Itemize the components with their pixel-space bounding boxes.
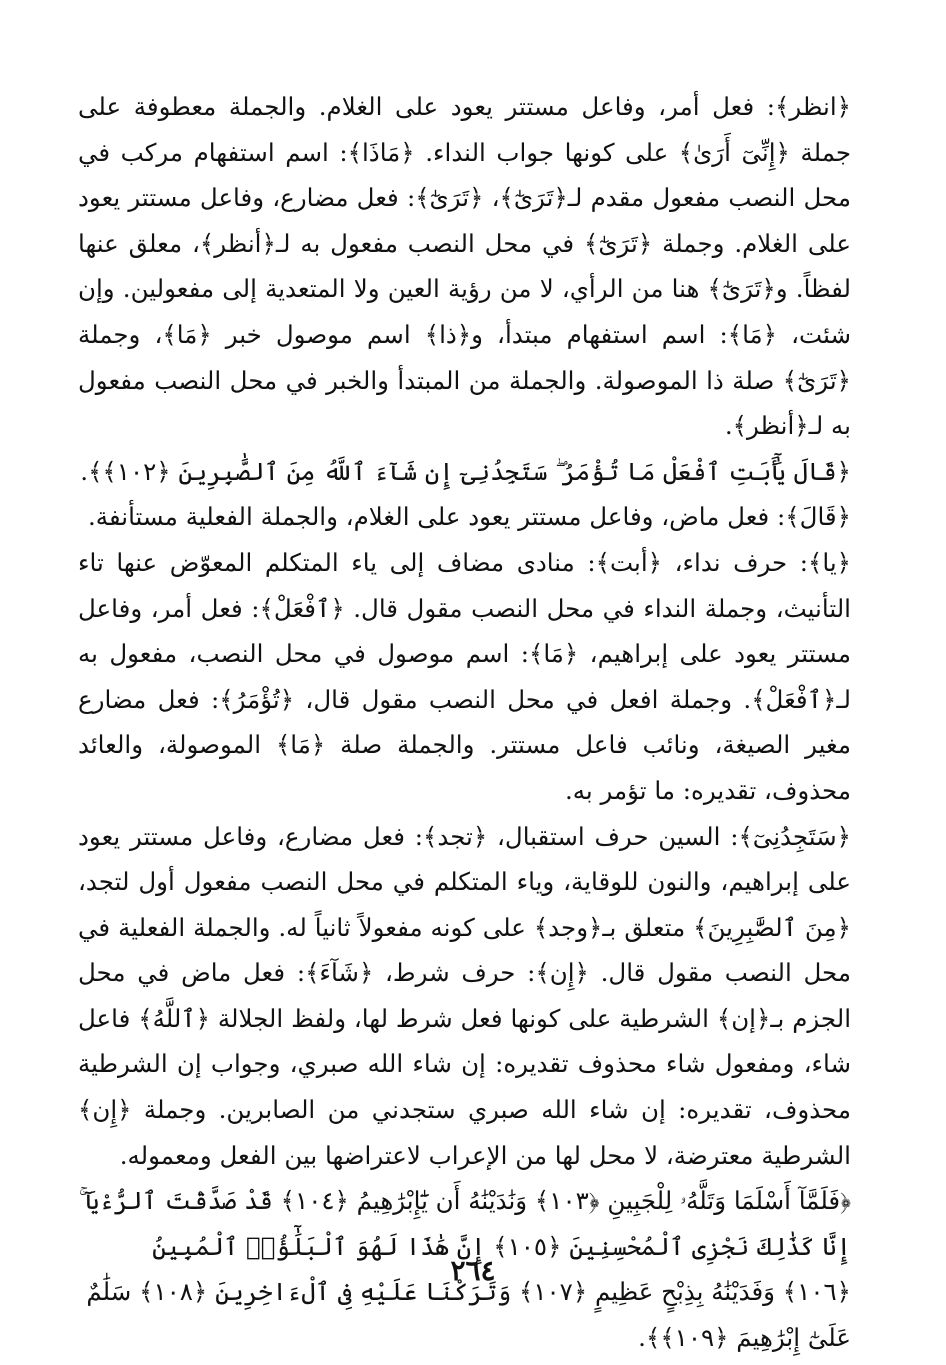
body-text (78, 84, 851, 1361)
commentary-paragraph-2: ﴿قَالَ﴾: فعل ماض، وفاعل مستتر يعود على الغلام، والجملة الفعلية مستأنفة. (87, 502, 851, 532)
commentary-paragraph-3: ﴿يا﴾: حرف نداء، ﴿أبت﴾: منادى مضاف إلى ياء المتكلم المعوّض عنها تاء التأنيث، وجملة النداء في محل النصب مقول قال. ﴿ٱفْعَلْ﴾: فعل أمر، وفاعل مستتر يعود على إبراهيم، ﴿مَا﴾: اسم موصول في محل النصب، مفعول به لـ﴿ٱفْعَلْ﴾. وجملة افعل في محل النصب مقول قال، ﴿تُؤْمَرُ﴾: فعل مضارع مغير الصيغة، ونائب فاعل مستتر. والجملة صلة ﴿مَا﴾ الموصولة، والعائد محذوف، تقديره: ما تؤمر به. (78, 547, 851, 805)
commentary-paragraph-4: ﴿سَتَجِدُنِىٓ﴾: السين حرف استقبال، ﴿تجد﴾: فعل مضارع، وفاعل مستتر يعود على إبراهيم، والنون للوقاية، وياء المتكلم في محل النصب مفعول أول لتجد، ﴿مِنَ ٱلصَّٰبِرِينَ﴾ متعلق بـ﴿وجد﴾ على كونه مفعولاً ثانياً له. والجملة الفعلية في محل النصب مقول قال. ﴿إِن﴾: حرف شرط، ﴿شَآءَ﴾: فعل ماض في محل الجزم بـ﴿إن﴾ الشرطية على كونها فعل شرط لها، ولفظ الجلالة ﴿ٱللَّهُ﴾ فاعل شاء، ومفعول شاء محذوف تقديره: إن شاء الله صبري، وجواب إن الشرطية محذوف، تقديره: إن شاء الله صبري ستجدني من الصابرين. وجملة ﴿إِن﴾ الشرطية معترضة، لا محل لها من الإعراب لاعتراضها بين الفعل ومعموله. (78, 821, 851, 1170)
commentary-paragraph-1: ﴿انظر﴾: فعل أمر، وفاعل مستتر يعود على الغلام. والجملة معطوفة على جملة ﴿إِنِّىٓ أَرَىٰ﴾ على كونها جواب النداء. ﴿مَاذَا﴾: اسم استفهام مركب في محل النصب مفعول مقدم لـ﴿تَرَىٰٓ﴾، ﴿تَرَىٰٓ﴾: فعل مضارع، وفاعل مستتر يعود على الغلام. وجملة ﴿تَرَىٰٓ﴾ في محل النصب مفعول به لـ﴿أنظر﴾، معلق عنها لفظاً. و﴿تَرَىٰٓ﴾ هنا من الرأي، لا من رؤية العين ولا المتعدية إلى مفعولين. وإن شئت، ﴿مَا﴾: اسم استفهام مبتدأ، و﴿ذا﴾ اسم موصول خبر ﴿مَا﴾، وجملة ﴿تَرَىٰٓ﴾ صلة ذا الموصولة. والجملة من المبتدأ والخبر في محل النصب مفعول به لـ﴿أنظر﴾. (78, 92, 851, 441)
page-number: ٢٦٤ (450, 1254, 496, 1287)
quran-verse-102: ﴿قَالَ يَٰٓأَبَتِ ٱفْعَلْ مَا تُؤْمَرُ ۖ سَتَجِدُنِىٓ إِن شَآءَ ٱللَّهُ مِنَ ٱلصَّٰبِرِينَ ﴿١٠٢﴾﴾. (80, 456, 851, 486)
quran-verses-103-109: ﴿فَلَمَّآ أَسْلَمَا وَتَلَّهُۥ لِلْجَبِينِ ﴿١٠٣﴾ وَنَٰدَيْنَٰهُ أَن يَٰٓإِبْرَٰهِيمُ ﴿١٠٤﴾ قَدْ صَدَّقْتَ ٱلرُّءْيَآ ۚ إِنَّا كَذَٰلِكَ نَجْزِى ٱلْمُحْسِنِينَ ﴿١٠٥﴾ إِنَّ هَٰذَا لَهُوَ ٱلْبَلَٰٓؤُا۟ ٱلْمُبِينُ ﴿١٠٦﴾ وَفَدَيْنَٰهُ بِذِبْحٍ عَظِيمٍ ﴿١٠٧﴾ وَتَرَكْنَا عَلَيْهِ فِى ٱلْءَاخِرِينَ ﴿١٠٨﴾ سَلَٰمٌ عَلَىٰٓ إِبْرَٰهِيمَ ﴿١٠٩﴾﴾. (78, 1186, 851, 1353)
